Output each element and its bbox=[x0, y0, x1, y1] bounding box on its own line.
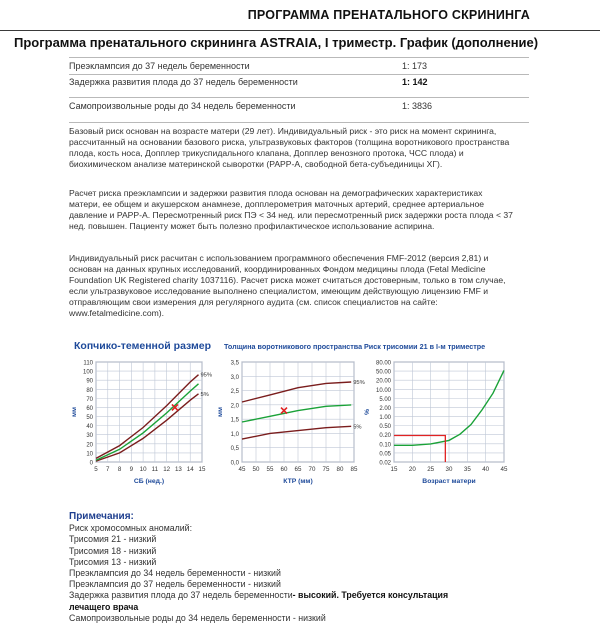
fgr-prefix: Задержка развития плода до 37 недель беременности bbox=[69, 590, 293, 601]
x-tick-label: 14 bbox=[186, 466, 194, 473]
x-tick-label: 5 bbox=[94, 466, 98, 473]
x-axis-label: СБ (нед.) bbox=[133, 478, 165, 485]
x-tick-label: 75 bbox=[322, 466, 330, 473]
risk-label: Задержка развития плода до 37 недель беременности bbox=[69, 77, 298, 87]
x-axis-label: КТР (мм) bbox=[283, 478, 313, 485]
page-title: ПРОГРАММА ПРЕНАТАЛЬНОГО СКРИНИНГА bbox=[247, 8, 530, 22]
y-tick-label: 40 bbox=[86, 424, 93, 431]
y-tick-label: 2.00 bbox=[379, 405, 391, 412]
y-tick-label: 5.00 bbox=[379, 396, 391, 403]
x-tick-label: 35 bbox=[463, 466, 471, 473]
divider bbox=[69, 74, 529, 75]
y-tick-label: 50.00 bbox=[375, 369, 391, 376]
notes-line: Риск хромосомных аномалий: bbox=[69, 523, 193, 534]
x-tick-label: 13 bbox=[174, 466, 182, 473]
risk-row-fgr37 bbox=[69, 77, 549, 99]
x-tick-label: 15 bbox=[390, 466, 398, 473]
y-tick-label: 110 bbox=[83, 360, 93, 367]
y-tick-label: 0 bbox=[89, 460, 93, 467]
notes-line: Трисомия 21 - низкий bbox=[69, 534, 157, 545]
x-tick-label: 15 bbox=[198, 466, 206, 473]
y-tick-label: 2,5 bbox=[230, 389, 239, 396]
y-tick-label: 80.00 bbox=[375, 360, 391, 367]
x-tick-label: 9 bbox=[129, 466, 134, 473]
y-tick-label: 70 bbox=[86, 396, 93, 403]
series-label: 95% bbox=[353, 380, 365, 386]
y-tick-label: 1,5 bbox=[230, 417, 239, 424]
notes-line-fgr bbox=[69, 590, 539, 601]
y-tick-label: 10.00 bbox=[375, 387, 391, 394]
notes-title: Примечания: bbox=[69, 511, 134, 522]
notes-line-fgr-cont: лечащего врача bbox=[69, 601, 139, 612]
y-tick-label: 50 bbox=[86, 415, 93, 422]
risk-label: Преэклампсия до 37 недель беременности bbox=[69, 61, 250, 71]
y-tick-label: 10 bbox=[86, 451, 93, 458]
divider bbox=[69, 122, 529, 123]
x-tick-label: 55 bbox=[266, 466, 274, 473]
y-tick-label: 20.00 bbox=[375, 378, 391, 385]
chart-title: Толщина воротникового пространства bbox=[224, 342, 363, 351]
notes-line: Самопроизвольные роды до 34 недель беременности - низкий bbox=[69, 612, 326, 623]
paragraph-preeclampsia: Расчет риска преэклампсии и задержки развития плода основан на демографических характеристиках матери, ее общем и акушерском анамнезе, допплерометрия маточных артерий, среднее артериальное давление и PAPP-A. Пересмотренный риск ПЭ < 34 нед. или пересмотренный риск задержки роста плода < 37 нед. повышен. Пациенту может быть полезно профилактическое использование аспирина. bbox=[69, 188, 513, 231]
y-tick-label: 90 bbox=[86, 378, 93, 385]
plot-frame bbox=[96, 362, 202, 462]
chart-t21 bbox=[364, 340, 524, 500]
notes bbox=[69, 511, 539, 624]
risk-label: Самопроизвольные роды до 34 недель беременности bbox=[69, 101, 296, 111]
chart-t21-svg bbox=[364, 340, 524, 500]
x-tick-label: 40 bbox=[482, 466, 490, 473]
series-label: 5% bbox=[353, 424, 362, 431]
top-bar bbox=[0, 0, 600, 31]
y-tick-label: 80 bbox=[86, 387, 93, 394]
x-tick-label: 45 bbox=[238, 466, 246, 473]
risk-row-ptb34 bbox=[69, 101, 549, 123]
y-tick-label: 0,5 bbox=[230, 446, 239, 453]
chart-title: Копчико-теменной размер bbox=[74, 340, 212, 352]
x-tick-label: 70 bbox=[308, 466, 316, 473]
chart-nt bbox=[217, 340, 376, 500]
x-tick-label: 12 bbox=[163, 466, 171, 473]
notes-line: Трисомия 18 - низкий bbox=[69, 545, 157, 556]
y-tick-label: 3,5 bbox=[230, 360, 239, 367]
y-tick-label: 0.02 bbox=[379, 460, 391, 467]
notes-line: Трисомия 13 - низкий bbox=[69, 556, 157, 567]
notes-line: Преэклампсия до 34 недель беременности - низкий bbox=[69, 568, 281, 579]
x-tick-label: 11 bbox=[151, 466, 159, 473]
y-tick-label: 1.00 bbox=[379, 415, 391, 422]
section-heading: Программа пренатального скрининга ASTRAIA, I триместр. График (дополнение) bbox=[14, 35, 539, 50]
y-tick-label: 2,0 bbox=[230, 403, 239, 410]
y-tick-label: 20 bbox=[86, 442, 93, 449]
y-axis-label: мм bbox=[71, 406, 78, 418]
x-tick-label: 80 bbox=[336, 466, 344, 473]
series-label: 5% bbox=[200, 391, 209, 398]
divider bbox=[69, 97, 529, 98]
paragraph-fmf: Индивидуальный риск расчитан с использованием программного обеспечения FMF-2012 (версия 2,81) и основан на данных крупных исследований, координированных Фондом медицины плода (Fetal Medicine Foundation UK Registered charity 1037116). Расчет риска может считаться достоверным, только в том случае, если ультразвуковое исследование выполнено специалистом, имеющим действующую лицензию FMF и отправляющим свои измерения для регулярного аудита (см. список специалистов на сайте: www.fetalmedicine.com). bbox=[69, 253, 506, 318]
risk-value: 1: 3836 bbox=[402, 101, 433, 111]
y-tick-label: 30 bbox=[86, 433, 93, 440]
risk-value: 1: 142 bbox=[402, 77, 428, 87]
x-tick-label: 25 bbox=[427, 466, 435, 473]
x-tick-label: 60 bbox=[280, 466, 288, 473]
y-tick-label: 3,0 bbox=[230, 374, 239, 381]
x-tick-label: 85 bbox=[350, 466, 358, 473]
x-tick-label: 45 bbox=[500, 466, 508, 473]
risk-row-pe37 bbox=[69, 61, 549, 72]
y-axis-label: мм bbox=[217, 406, 224, 418]
y-tick-label: 0.50 bbox=[379, 424, 391, 431]
y-tick-label: 0.10 bbox=[379, 442, 391, 449]
divider bbox=[69, 57, 529, 58]
x-tick-label: 65 bbox=[294, 466, 302, 473]
chart-crl bbox=[64, 340, 224, 500]
x-axis-label: Возраст матери bbox=[422, 478, 476, 485]
x-tick-label: 7 bbox=[106, 466, 110, 473]
x-tick-label: 10 bbox=[139, 466, 147, 473]
y-tick-label: 100 bbox=[82, 369, 93, 376]
series-label: 95% bbox=[200, 372, 213, 379]
y-tick-label: 0.20 bbox=[379, 433, 391, 440]
risk-value: 1: 173 bbox=[402, 61, 428, 71]
y-tick-label: 60 bbox=[86, 405, 93, 412]
y-tick-label: 1,0 bbox=[230, 431, 239, 438]
paragraph-basic-risk: Базовый риск основан на возрасте матери (29 лет). Индивидуальный риск - это риск на момент скрининга, рассчитанный на основании базового риска, ультразвуковых факторов (толщина воротникового пространства плода, кость носа, Допплер трикуспидального клапана, Допплер венозного протока, ЧСС плода) и биохимическом анализе материнской сыворотки (PAPP-A, свободной бета-субъединицы ХГ). bbox=[69, 126, 510, 169]
notes-line: Преэклампсия до 37 недель беременности - низкий bbox=[69, 579, 281, 590]
y-axis-label: % bbox=[364, 408, 371, 416]
chart-nt-svg bbox=[217, 340, 376, 500]
chart-crl-svg bbox=[64, 340, 224, 500]
x-tick-label: 30 bbox=[445, 466, 453, 473]
x-tick-label: 8 bbox=[117, 466, 122, 473]
x-tick-label: 50 bbox=[252, 466, 260, 473]
y-tick-label: 0,0 bbox=[230, 460, 239, 467]
x-tick-label: 20 bbox=[408, 466, 416, 473]
chart-title: Риск трисомии 21 в I-м триместре bbox=[364, 342, 486, 351]
y-tick-label: 0.05 bbox=[379, 451, 391, 458]
fgr-high: - высокий. Требуется консультация bbox=[292, 590, 449, 601]
